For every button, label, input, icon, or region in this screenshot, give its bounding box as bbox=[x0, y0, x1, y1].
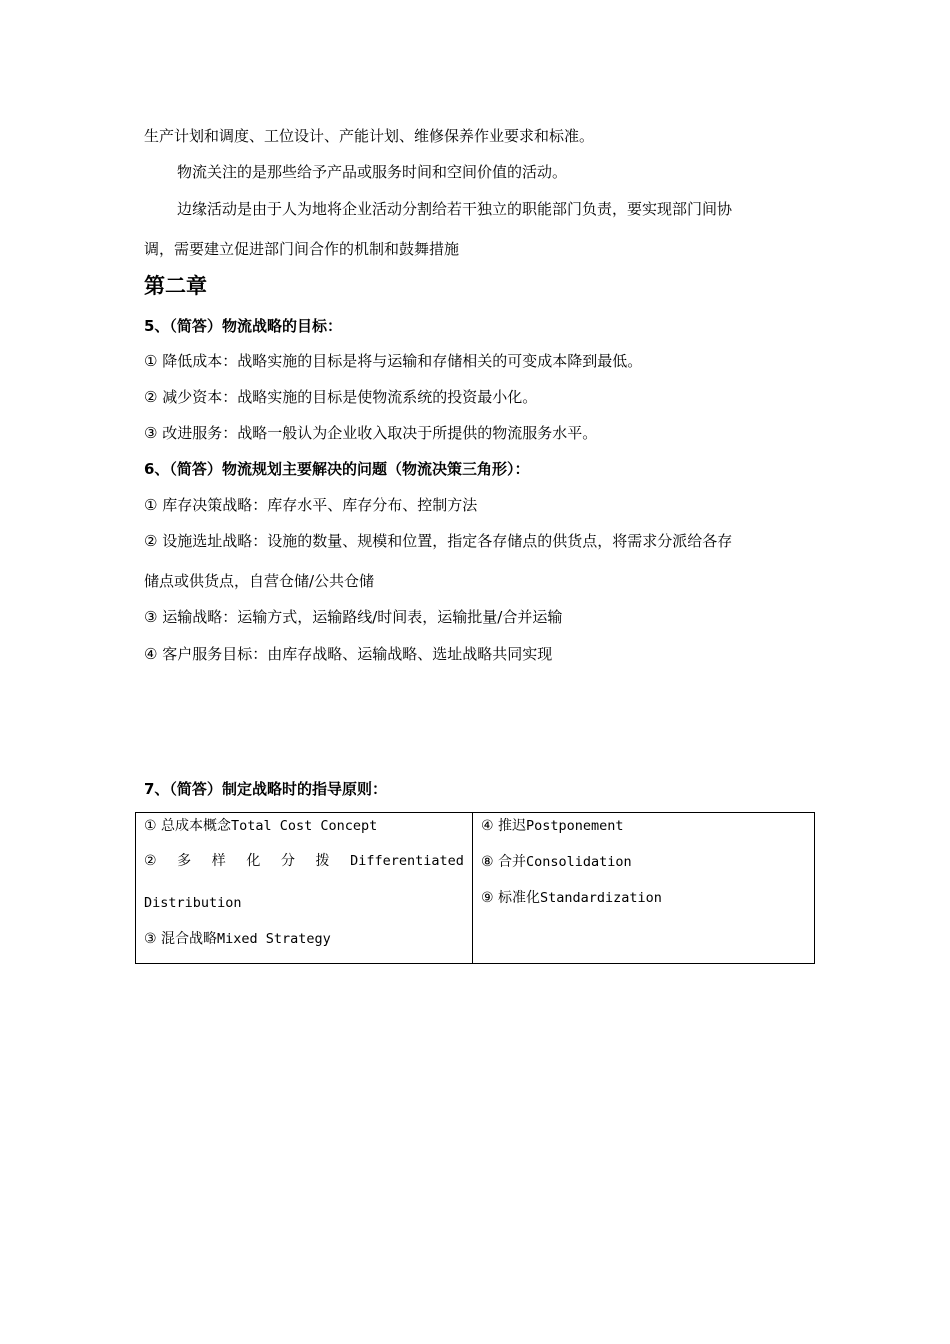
principle-standardization bbox=[481, 888, 662, 908]
principle-consolidation bbox=[481, 852, 632, 872]
principle-en: Postponement bbox=[526, 818, 624, 834]
principle-total-cost bbox=[144, 816, 377, 836]
paragraph-edge-activities-cont: 调，需要建立促进部门间合作的机制和鼓舞措施 bbox=[144, 240, 460, 258]
principle-cn-char: 拨 bbox=[315, 853, 330, 869]
paragraph-edge-activities: 边缘活动是由于人为地将企业活动分割给若干独立的职能部门负责，要实现部门间协 bbox=[177, 200, 733, 218]
principle-cn-char: 分 bbox=[280, 853, 295, 869]
q7-heading: 7、（简答）制定战略时的指导原则： bbox=[144, 780, 387, 798]
q5-heading: 5、（简答）物流战略的目标： bbox=[144, 317, 342, 335]
circled-number: ⑧ bbox=[481, 854, 494, 870]
principle-cn: 推迟 bbox=[498, 818, 527, 834]
q6-item-4: ④ 客户服务目标：由库存战略、运输战略、选址战略共同实现 bbox=[144, 645, 553, 663]
paragraph-logistics-focus: 物流关注的是那些给予产品或服务时间和空间价值的活动。 bbox=[177, 163, 568, 181]
q6-heading: 6、（简答）物流规划主要解决的问题（物流决策三角形）： bbox=[144, 460, 530, 478]
q6-item-1: ① 库存决策战略：库存水平、库存分布、控制方法 bbox=[144, 496, 478, 514]
principle-cn-char: 化 bbox=[246, 853, 261, 869]
principles-table bbox=[135, 812, 815, 964]
circled-number: ③ bbox=[144, 931, 157, 947]
chapter-title: 第二章 bbox=[144, 274, 207, 298]
principle-cn-char: 样 bbox=[211, 853, 226, 869]
principle-differentiated-cont: Distribution bbox=[144, 895, 242, 911]
circled-number: ① bbox=[144, 818, 157, 834]
q5-item-3: ③ 改进服务：战略一般认为企业收入取决于所提供的物流服务水平。 bbox=[144, 424, 598, 442]
q6-item-2-cont: 储点或供货点，自营仓储/公共仓储 bbox=[144, 572, 375, 590]
principle-cn: 标准化 bbox=[498, 890, 541, 906]
principle-differentiated bbox=[144, 851, 464, 871]
principle-mixed-strategy bbox=[144, 929, 331, 949]
q6-item-2: ② 设施选址战略：设施的数量、规模和位置，指定各存储点的供货点，将需求分派给各存 bbox=[144, 532, 733, 550]
principle-cn: 合并 bbox=[498, 854, 527, 870]
principle-en: Mixed Strategy bbox=[217, 931, 331, 947]
principle-en: Standardization bbox=[540, 890, 662, 906]
principle-en: Total Cost Concept bbox=[231, 818, 378, 834]
principle-en: Consolidation bbox=[526, 854, 632, 870]
circled-number: ② bbox=[144, 853, 157, 869]
principle-cn: 混合战略 bbox=[161, 931, 218, 947]
principle-en: Differentiated bbox=[350, 853, 464, 869]
circled-number: ⑨ bbox=[481, 890, 494, 906]
q6-item-3: ③ 运输战略：运输方式，运输路线/时间表，运输批量/合并运输 bbox=[144, 608, 563, 626]
paragraph-production: 生产计划和调度、工位设计、产能计划、维修保养作业要求和标准。 bbox=[144, 127, 595, 145]
circled-number: ④ bbox=[481, 818, 494, 834]
q5-item-2: ② 减少资本：战略实施的目标是使物流系统的投资最小化。 bbox=[144, 388, 538, 406]
principle-cn-char: 多 bbox=[177, 853, 192, 869]
principle-postponement bbox=[481, 816, 624, 836]
principle-cn: 总成本概念 bbox=[161, 818, 232, 834]
q5-item-1: ① 降低成本：战略实施的目标是将与运输和存储相关的可变成本降到最低。 bbox=[144, 352, 643, 370]
table-divider bbox=[472, 813, 473, 963]
